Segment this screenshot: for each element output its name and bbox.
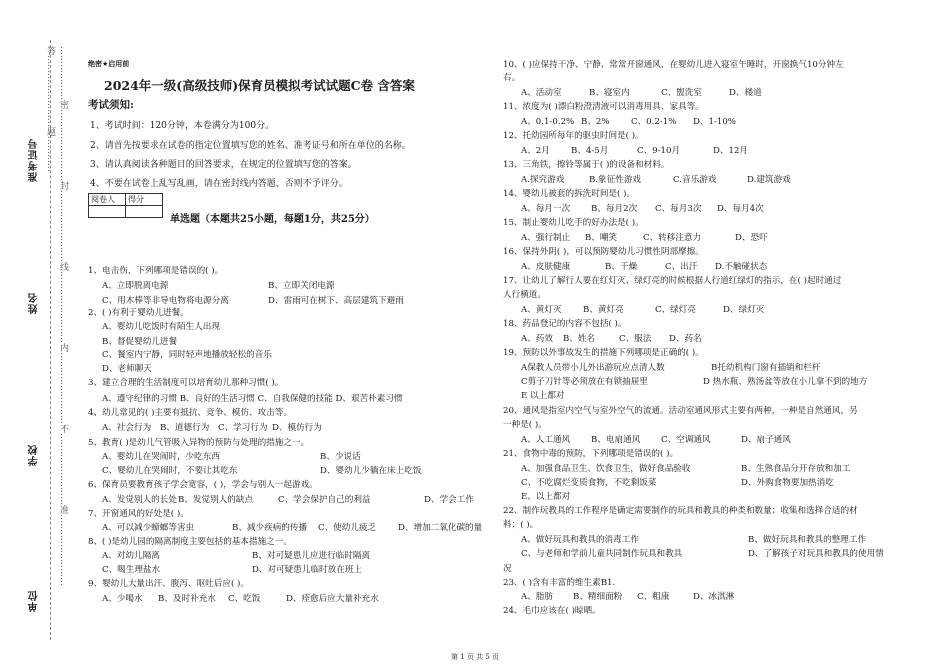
question-stem: 20、通风是指室内空气与室外空气的流通。活动室通风形式主要有两种，一种是自然通风，另 xyxy=(503,406,858,416)
answer-option: D、绿灯灭 xyxy=(723,305,765,315)
answer-option: D 热水瓶、熟汤盆等放在小儿拿不到的地方 xyxy=(703,377,868,387)
answer-option: A、活动室 xyxy=(521,88,562,98)
question-stem: 11、浓度为( )漂白粉澄清液可以消毒用具、家具等。 xyxy=(503,102,704,112)
answer-option: 人行横道。 xyxy=(503,290,546,300)
answer-option: D、冰淇淋 xyxy=(693,592,735,602)
answer-option: C、吃饭 xyxy=(228,594,261,604)
answer-option: A、每月一次 xyxy=(521,204,571,214)
answer-option: D、了解孩子对玩具和教具的使用情 xyxy=(748,549,884,559)
notice-item: 3、请认真阅读各种题目的回答要求，在规定的位置填写您的答案。 xyxy=(90,160,357,170)
school-label: 学校 xyxy=(29,444,40,466)
question-stem: 8、( )是幼儿园的隔离制度主要包括的基本措施之一。 xyxy=(88,537,292,547)
notice-item: 1、考试时间：120分钟，本卷满分为100分。 xyxy=(90,121,275,131)
question-stem: 18、药品登记的内容不包括( )。 xyxy=(503,319,627,329)
question-stem: 3、建立合理的生活制度可以培育幼儿那种习惯( )。 xyxy=(88,378,284,388)
question-stem: 14、婴幼儿被套的拆洗时间是( )。 xyxy=(503,189,636,199)
page-number: 第 1 页 共 5 页 xyxy=(450,653,500,661)
section-title: 单选题（本题共25小题，每题1分，共25分） xyxy=(170,214,375,225)
answer-option: A、强行制止 xyxy=(521,233,571,243)
score-blank[interactable] xyxy=(126,206,163,218)
question-stem: 21、食物中毒的预防，下列哪项是错误的( )。 xyxy=(503,449,679,459)
answer-option: A、婴幼儿吃饭时有陌生人出现 xyxy=(102,322,220,332)
answer-option: C、每月3次 xyxy=(655,204,702,214)
question-stem: 2、( )有利于婴幼儿进餐。 xyxy=(88,308,189,318)
answer-option: A、做好玩具和教具的消毒工作 xyxy=(521,535,639,545)
question-stem: 23、( )含有丰富的维生素B1. xyxy=(503,578,616,588)
answer-option: A、加强食品卫生、饮食卫生，做好食品验收 xyxy=(521,464,691,474)
answer-option: C、出汗 xyxy=(665,262,698,272)
answer-option: C、0.2-1% xyxy=(631,117,677,127)
answer-option: C、学习行为 xyxy=(218,423,268,433)
answer-option: D、模仿行为 xyxy=(272,423,322,433)
answer-option: A、发觉别人的长处 xyxy=(102,495,177,505)
answer-option: C、绿灯亮 xyxy=(655,305,696,315)
reviewer-blank[interactable] xyxy=(89,206,126,218)
answer-option: B、少说话 xyxy=(320,452,361,462)
answer-option: B、4-5月 xyxy=(571,146,609,156)
answer-option: C、盥洗室 xyxy=(661,88,702,98)
answer-option: D、增加二氧化碳的量 xyxy=(398,523,483,533)
question-stem: 16、保持外阴( )，可以预防婴幼儿习惯性阴部摩擦。 xyxy=(503,247,704,257)
answer-option: B、黄灯亮 xyxy=(583,305,624,315)
notice-heading: 考试须知: xyxy=(88,99,134,111)
question-stem: 12、托幼园所每年的驱虫时间是( )。 xyxy=(503,131,644,141)
answer-option: D、每月4次 xyxy=(717,204,764,214)
answer-option: D.建筑游戏 xyxy=(747,175,791,185)
answer-option: B、对可疑患儿应进行临时隔离 xyxy=(252,551,371,561)
question-stem: 13、三角铁，擦铃等属于( )的设备和材料。 xyxy=(503,160,670,170)
answer-option: A、人工通风 xyxy=(521,435,571,445)
answer-option: B托幼机构门窗有插销和栏杆 xyxy=(711,363,821,373)
answer-option: C.音乐游戏 xyxy=(673,175,717,185)
answer-option: D、学会工作 xyxy=(424,495,474,505)
answer-option: D、外购食物要加热消吃 xyxy=(741,478,834,488)
exam-number-label: 准考证号 xyxy=(29,138,40,182)
answer-option: B、做好玩具和教具的整理工作 xyxy=(748,535,867,545)
answer-option: A、可以减少蟑螂等害虫 xyxy=(102,523,195,533)
answer-option: C、用木棒等非导电物将电源分离 xyxy=(102,296,229,306)
answer-option: C、婴幼儿在哭闹时，不要让其吃东 xyxy=(102,466,238,476)
notice-item: 2、请首先按要求在试卷的指定位置填写您的姓名、准考证号和所在单位的名称。 xyxy=(90,141,411,151)
answer-option: D、恐吓 xyxy=(735,233,768,243)
score-table xyxy=(88,193,163,218)
answer-option: A、药效 xyxy=(521,334,553,344)
answer-option: B、发觉别人的缺点 xyxy=(178,495,254,505)
answer-option: A、脂肪 xyxy=(521,592,553,602)
answer-option: A、少喝水 xyxy=(102,594,143,604)
answer-option: B、每月2次 xyxy=(591,204,638,214)
answer-option: D、婴幼儿少躺在床上吃饭 xyxy=(320,466,422,476)
answer-option: B、生熟食品分开存放和加工 xyxy=(741,464,851,474)
question-stem: 19、预防以外事故发生的措施下列哪项是正确的( )。 xyxy=(503,348,704,358)
answer-option: A、社会行为 xyxy=(102,423,152,433)
binding-margin xyxy=(0,0,70,671)
answer-option: A、皮肤健康 xyxy=(521,262,571,272)
answer-option: D、对可疑患儿临时放在班上 xyxy=(252,565,363,575)
answer-option: C、9-10月 xyxy=(637,146,681,156)
page-title: 2024年一级(高级技师)保育员模拟考试试题C卷 含答案 xyxy=(104,78,415,93)
question-stem: 10、( )应保持干净、宁静、常常开窗通风，在婴幼儿进入寝室午睡时，开窗换气10分钟左 xyxy=(503,60,844,70)
answer-option: B、减少疾病的传播 xyxy=(232,523,308,533)
answer-option: B、督促婴幼儿进餐 xyxy=(102,337,178,347)
question-stem: 22、制作玩教具的工作程序是确定需要制作的玩具和教具的种类和数量；收集和选择合适的材 xyxy=(503,506,858,516)
answer-option: 一种是( )。 xyxy=(503,420,547,430)
name-label: 姓名 xyxy=(29,292,40,314)
notice-item: 4、不要在试卷上乱写乱画，请在密封线内答题，否则不予评分。 xyxy=(90,179,348,189)
seal-line-text: ………………密……………………封……………………线……………………内……………………不……………………准……………………答……………………题………… xyxy=(45,46,68,586)
answer-option: A.探究游戏 xyxy=(521,175,565,185)
answer-option: D.不触碰状态 xyxy=(715,262,768,272)
answer-option: A、黄灯灭 xyxy=(521,305,562,315)
answer-option: B.象征性游戏 xyxy=(589,175,642,185)
question-stem: 9、婴幼儿大量出汗、腹泻、呕吐后应( )。 xyxy=(88,579,249,589)
answer-option: C、与老师和学前儿童共同制作玩具和教具 xyxy=(521,549,683,559)
answer-option: C、学会保护自己的利益 xyxy=(278,495,371,505)
answer-option: D、扇子通风 xyxy=(741,435,791,445)
answer-option: E、以上都对 xyxy=(521,492,571,502)
answer-option: C、转移注意力 xyxy=(643,233,702,243)
question-stem: 24、毛巾应该在( )晾晒。 xyxy=(503,606,601,616)
answer-option: D、雷雨可在树下、高层建筑下避雨 xyxy=(268,296,404,306)
answer-option: C、空调通风 xyxy=(661,435,711,445)
answer-option: C剪子刀针等必须放在有锁抽屉里 xyxy=(521,377,648,387)
answer-option: 料；( )。 xyxy=(503,520,539,530)
answer-option: E 以上都对 xyxy=(521,391,565,401)
answer-option: B、及时补充水 xyxy=(158,594,216,604)
answer-option: B、电扇通风 xyxy=(591,435,641,445)
answer-option: A、遵守纪律的习惯 B、良好的生活习惯 C、自我保健的技能 D、艰苦朴素习惯 xyxy=(102,394,403,404)
unit-label: 单位 xyxy=(29,590,40,612)
answer-option: A、婴幼儿在哭闹时，少吃东西 xyxy=(102,452,220,462)
answer-option: A、0.1-0.2% xyxy=(521,117,575,127)
answer-option: A保教人员带小儿外出游玩应点清人数 xyxy=(521,363,665,373)
answer-option: C、餐室内宁静，同时轻声地播放轻松的音乐 xyxy=(102,350,272,360)
answer-option: B、寝室内 xyxy=(589,88,630,98)
answer-option: B、2% xyxy=(581,117,610,127)
answer-option: B、立即关闭电源 xyxy=(268,281,335,291)
answer-option: B、嘲笑 xyxy=(585,233,618,243)
answer-option: D、药名 xyxy=(669,334,702,344)
question-stem: 7、开窗通风的好处是( )。 xyxy=(88,509,189,519)
answer-option: D、老师聊天 xyxy=(102,364,152,374)
answer-option: 右。 xyxy=(503,73,521,83)
question-stem: 17、让幼儿了解行人要在红灯灭、绿灯亮的时候根据人行道红绿灯的指示，在( )起时通过 xyxy=(503,276,842,286)
secret-mark: 绝密★启用前 xyxy=(88,60,130,68)
answer-option: D、楼道 xyxy=(729,88,762,98)
answer-option: D、1-10% xyxy=(693,117,736,127)
question-stem: 1、电击伤，下列哪项是错误的( )。 xyxy=(88,266,224,276)
answer-option: B、精细面粉 xyxy=(573,592,623,602)
answer-option: C、服法 xyxy=(619,334,652,344)
answer-option: B、姓名 xyxy=(563,334,596,344)
reviewer-cell: 阅卷人 xyxy=(89,194,126,206)
answer-option: A、2月 xyxy=(521,146,550,156)
answer-option: 况 xyxy=(503,564,512,574)
answer-option: D、12月 xyxy=(713,146,749,156)
score-cell: 得分 xyxy=(126,194,163,206)
answer-option: C、粗康 xyxy=(637,592,670,602)
answer-option: A、对幼儿隔离 xyxy=(102,551,160,561)
question-stem: 5、教育( )是幼儿气管吸入异物的预防与处理的措施之一。 xyxy=(88,438,310,448)
answer-option: D、痊愈后应大量补充水 xyxy=(286,594,379,604)
answer-option: B、干燥 xyxy=(605,262,638,272)
answer-option: C、喝生理盐水 xyxy=(102,565,161,575)
answer-option: B、道德行为 xyxy=(160,423,210,433)
question-stem: 15、制止婴幼儿吃手的好办法是( )。 xyxy=(503,218,644,228)
answer-option: C、不吃腐烂变质食物，不吃剩饭菜 xyxy=(521,478,657,488)
answer-option: C、使幼儿疲乏 xyxy=(318,523,377,533)
question-stem: 4、幼儿常见的( )主要有抵抗、竞争、模仿、攻击等。 xyxy=(88,408,292,418)
question-stem: 6、保育员要教育孩子学会宽容，( )，学会与别人一起游戏。 xyxy=(88,480,318,490)
answer-option: A、立即脱离电源 xyxy=(102,281,169,291)
